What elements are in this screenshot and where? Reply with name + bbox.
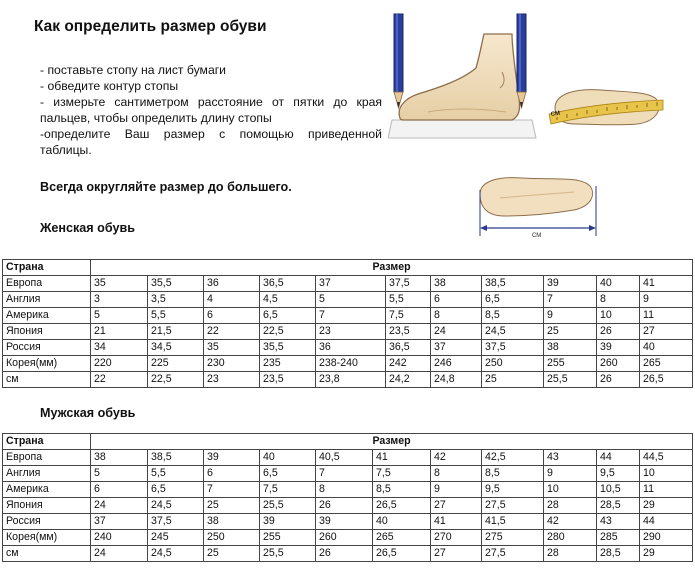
- table-cell: 26: [597, 372, 640, 388]
- table-cell: 7: [204, 482, 260, 498]
- table-cell: 6,5: [260, 308, 316, 324]
- table-cell: 26: [316, 546, 373, 562]
- row-label: см: [3, 372, 91, 388]
- table-cell: 8,5: [373, 482, 431, 498]
- table-cell: 37: [91, 514, 148, 530]
- table-cell: 26,5: [373, 546, 431, 562]
- table-cell: 4,5: [260, 292, 316, 308]
- table-cell: 23,5: [260, 372, 316, 388]
- table-cell: 25: [482, 372, 544, 388]
- table-cell: 27: [431, 498, 482, 514]
- table-cell: 24,5: [148, 546, 204, 562]
- table-cell: 27,5: [482, 498, 544, 514]
- tape-measure-illustration: [545, 78, 665, 136]
- table-cell: 9,5: [482, 482, 544, 498]
- footprint-shape: [480, 178, 593, 216]
- table-cell: 39: [260, 514, 316, 530]
- length-label: СМ: [532, 233, 542, 239]
- table-cell: 275: [482, 530, 544, 546]
- table-cell: 3: [91, 292, 148, 308]
- table-cell: 38,5: [148, 450, 204, 466]
- table-cell: 270: [431, 530, 482, 546]
- table-cell: 35,5: [148, 276, 204, 292]
- footprint-length-illustration: [470, 170, 600, 240]
- table-cell: 10: [640, 466, 693, 482]
- table-row: [3, 482, 693, 498]
- table-cell: 242: [386, 356, 431, 372]
- row-label: Корея(мм): [3, 356, 91, 372]
- table-cell: 24: [431, 324, 482, 340]
- table-cell: 29: [640, 546, 693, 562]
- table-row: [3, 340, 693, 356]
- table-cell: 25: [204, 546, 260, 562]
- instruction-step: - обведите контур стопы: [40, 79, 179, 93]
- table-cell: 25,5: [260, 546, 316, 562]
- row-label: см: [3, 546, 91, 562]
- table-cell: 37: [431, 340, 482, 356]
- table-cell: 10,5: [597, 482, 640, 498]
- table-cell: 37,5: [482, 340, 544, 356]
- column-header-size: Размер: [91, 434, 693, 450]
- page-title: Как определить размер обуви: [34, 18, 267, 35]
- table-cell: 7,5: [260, 482, 316, 498]
- table-cell: 36: [316, 340, 386, 356]
- table-cell: 37: [316, 276, 386, 292]
- table-cell: 41: [640, 276, 693, 292]
- table-cell: 22: [204, 324, 260, 340]
- table-cell: 7: [544, 292, 597, 308]
- table-header-row: [3, 434, 693, 450]
- table-cell: 24,2: [386, 372, 431, 388]
- table-cell: 28: [544, 498, 597, 514]
- table-cell: 38: [204, 514, 260, 530]
- table-cell: 28,5: [597, 498, 640, 514]
- table-cell: 6: [204, 308, 260, 324]
- table-header-row: [3, 260, 693, 276]
- table-cell: 39: [544, 276, 597, 292]
- table-cell: 9,5: [597, 466, 640, 482]
- table-cell: 10: [597, 308, 640, 324]
- row-label: Америка: [3, 482, 91, 498]
- table-cell: 41: [431, 514, 482, 530]
- table-cell: 280: [544, 530, 597, 546]
- table-cell: 24: [91, 546, 148, 562]
- table-cell: 39: [316, 514, 373, 530]
- table-cell: 26,5: [640, 372, 693, 388]
- table-row: [3, 514, 693, 530]
- table-cell: 22,5: [148, 372, 204, 388]
- table-row: [3, 276, 693, 292]
- row-label: Англия: [3, 292, 91, 308]
- women-section-heading: Женская обувь: [40, 221, 135, 235]
- table-cell: 37,5: [386, 276, 431, 292]
- table-cell: 290: [640, 530, 693, 546]
- table-cell: 42: [431, 450, 482, 466]
- table-cell: 42: [544, 514, 597, 530]
- table-cell: 8: [316, 482, 373, 498]
- table-cell: 6: [91, 482, 148, 498]
- row-label: Америка: [3, 308, 91, 324]
- table-cell: 24: [91, 498, 148, 514]
- table-cell: 6: [204, 466, 260, 482]
- table-cell: 255: [260, 530, 316, 546]
- table-cell: 23,8: [316, 372, 386, 388]
- table-cell: 220: [91, 356, 148, 372]
- table-cell: 26: [316, 498, 373, 514]
- pencil-right-icon: [517, 14, 526, 108]
- table-cell: 40: [640, 340, 693, 356]
- row-label: Европа: [3, 276, 91, 292]
- table-row: [3, 546, 693, 562]
- table-cell: 21: [91, 324, 148, 340]
- table-cell: 285: [597, 530, 640, 546]
- ruler-label: СМ: [550, 110, 561, 118]
- table-cell: 8: [431, 466, 482, 482]
- table-cell: 36: [204, 276, 260, 292]
- pencil-left-icon: [394, 14, 403, 108]
- table-cell: 41: [373, 450, 431, 466]
- table-row: [3, 466, 693, 482]
- foot-measuring-illustration: [388, 12, 538, 140]
- table-cell: 27: [640, 324, 693, 340]
- table-cell: 9: [431, 482, 482, 498]
- row-label: Япония: [3, 324, 91, 340]
- table-cell: 5: [316, 292, 386, 308]
- table-cell: 11: [640, 308, 693, 324]
- table-cell: 35,5: [260, 340, 316, 356]
- table-cell: 39: [597, 340, 640, 356]
- table-cell: 25: [204, 498, 260, 514]
- table-row: [3, 356, 693, 372]
- men-size-table: [2, 433, 693, 562]
- table-cell: 35: [91, 276, 148, 292]
- table-row: [3, 324, 693, 340]
- table-cell: 22: [91, 372, 148, 388]
- row-label: Англия: [3, 466, 91, 482]
- row-label: Россия: [3, 340, 91, 356]
- table-cell: 8,5: [482, 466, 544, 482]
- table-cell: 5,5: [386, 292, 431, 308]
- table-cell: 11: [640, 482, 693, 498]
- table-cell: 255: [544, 356, 597, 372]
- table-row: [3, 372, 693, 388]
- table-cell: 7,5: [373, 466, 431, 482]
- table-cell: 235: [260, 356, 316, 372]
- table-cell: 8: [597, 292, 640, 308]
- table-cell: 40,5: [316, 450, 373, 466]
- table-cell: 6,5: [482, 292, 544, 308]
- foot-shape: [399, 34, 519, 120]
- table-cell: 3,5: [148, 292, 204, 308]
- table-cell: 9: [544, 466, 597, 482]
- table-cell: 9: [640, 292, 693, 308]
- table-cell: 10: [544, 482, 597, 498]
- table-cell: 42,5: [482, 450, 544, 466]
- table-cell: 6: [431, 292, 482, 308]
- table-cell: 7: [316, 466, 373, 482]
- table-cell: 40: [260, 450, 316, 466]
- table-cell: 27: [431, 546, 482, 562]
- table-cell: 265: [373, 530, 431, 546]
- table-cell: 38,5: [482, 276, 544, 292]
- table-cell: 25,5: [544, 372, 597, 388]
- table-cell: 22,5: [260, 324, 316, 340]
- table-cell: 25,5: [260, 498, 316, 514]
- table-cell: 260: [316, 530, 373, 546]
- instructions-list: [40, 62, 382, 158]
- table-cell: 38: [544, 340, 597, 356]
- table-cell: 245: [148, 530, 204, 546]
- table-cell: 36,5: [260, 276, 316, 292]
- row-label: Европа: [3, 450, 91, 466]
- table-row: [3, 498, 693, 514]
- table-cell: 5,5: [148, 308, 204, 324]
- table-cell: 44,5: [640, 450, 693, 466]
- row-label: Корея(мм): [3, 530, 91, 546]
- table-cell: 6,5: [148, 482, 204, 498]
- table-cell: 9: [544, 308, 597, 324]
- table-cell: 4: [204, 292, 260, 308]
- table-cell: 24,5: [482, 324, 544, 340]
- table-cell: 225: [148, 356, 204, 372]
- women-size-table: [2, 259, 693, 388]
- table-cell: 37,5: [148, 514, 204, 530]
- table-cell: 24,8: [431, 372, 482, 388]
- instruction-step: - измерьте сантиметром расстояние от пятки до края пальцев, чтобы определить длину стопы: [40, 95, 382, 125]
- table-cell: 27,5: [482, 546, 544, 562]
- table-cell: 34: [91, 340, 148, 356]
- table-cell: 38: [431, 276, 482, 292]
- rounding-note: Всегда округляйте размер до большего.: [40, 180, 292, 194]
- column-header-country: Страна: [3, 260, 91, 276]
- instruction-step: -определите Ваш размер с помощью приведенной таблицы.: [40, 127, 382, 157]
- table-cell: 265: [640, 356, 693, 372]
- table-row: [3, 308, 693, 324]
- table-cell: 240: [91, 530, 148, 546]
- table-cell: 43: [597, 514, 640, 530]
- table-row: [3, 530, 693, 546]
- table-cell: 21,5: [148, 324, 204, 340]
- table-row: [3, 450, 693, 466]
- instruction-step: - поставьте стопу на лист бумаги: [40, 63, 226, 77]
- table-cell: 36,5: [386, 340, 431, 356]
- column-header-country: Страна: [3, 434, 91, 450]
- table-cell: 28,5: [597, 546, 640, 562]
- table-cell: 6,5: [260, 466, 316, 482]
- table-cell: 44: [597, 450, 640, 466]
- table-cell: 25: [544, 324, 597, 340]
- table-cell: 260: [597, 356, 640, 372]
- table-cell: 43: [544, 450, 597, 466]
- table-cell: 26,5: [373, 498, 431, 514]
- table-cell: 23,5: [386, 324, 431, 340]
- table-cell: 7: [316, 308, 386, 324]
- table-cell: 238-240: [316, 356, 386, 372]
- table-cell: 250: [482, 356, 544, 372]
- men-section-heading: Мужская обувь: [40, 406, 136, 420]
- table-cell: 5: [91, 466, 148, 482]
- table-cell: 23: [316, 324, 386, 340]
- table-cell: 8: [431, 308, 482, 324]
- table-cell: 40: [597, 276, 640, 292]
- table-cell: 5: [91, 308, 148, 324]
- table-cell: 26: [597, 324, 640, 340]
- column-header-size: Размер: [91, 260, 693, 276]
- table-cell: 24,5: [148, 498, 204, 514]
- table-row: [3, 292, 693, 308]
- table-cell: 35: [204, 340, 260, 356]
- table-cell: 5,5: [148, 466, 204, 482]
- table-cell: 40: [373, 514, 431, 530]
- table-cell: 38: [91, 450, 148, 466]
- row-label: Россия: [3, 514, 91, 530]
- table-cell: 44: [640, 514, 693, 530]
- table-cell: 8,5: [482, 308, 544, 324]
- table-cell: 39: [204, 450, 260, 466]
- table-cell: 246: [431, 356, 482, 372]
- table-cell: 250: [204, 530, 260, 546]
- row-label: Япония: [3, 498, 91, 514]
- table-cell: 34,5: [148, 340, 204, 356]
- table-cell: 41,5: [482, 514, 544, 530]
- table-cell: 230: [204, 356, 260, 372]
- table-cell: 28: [544, 546, 597, 562]
- table-cell: 23: [204, 372, 260, 388]
- table-cell: 29: [640, 498, 693, 514]
- table-cell: 7,5: [386, 308, 431, 324]
